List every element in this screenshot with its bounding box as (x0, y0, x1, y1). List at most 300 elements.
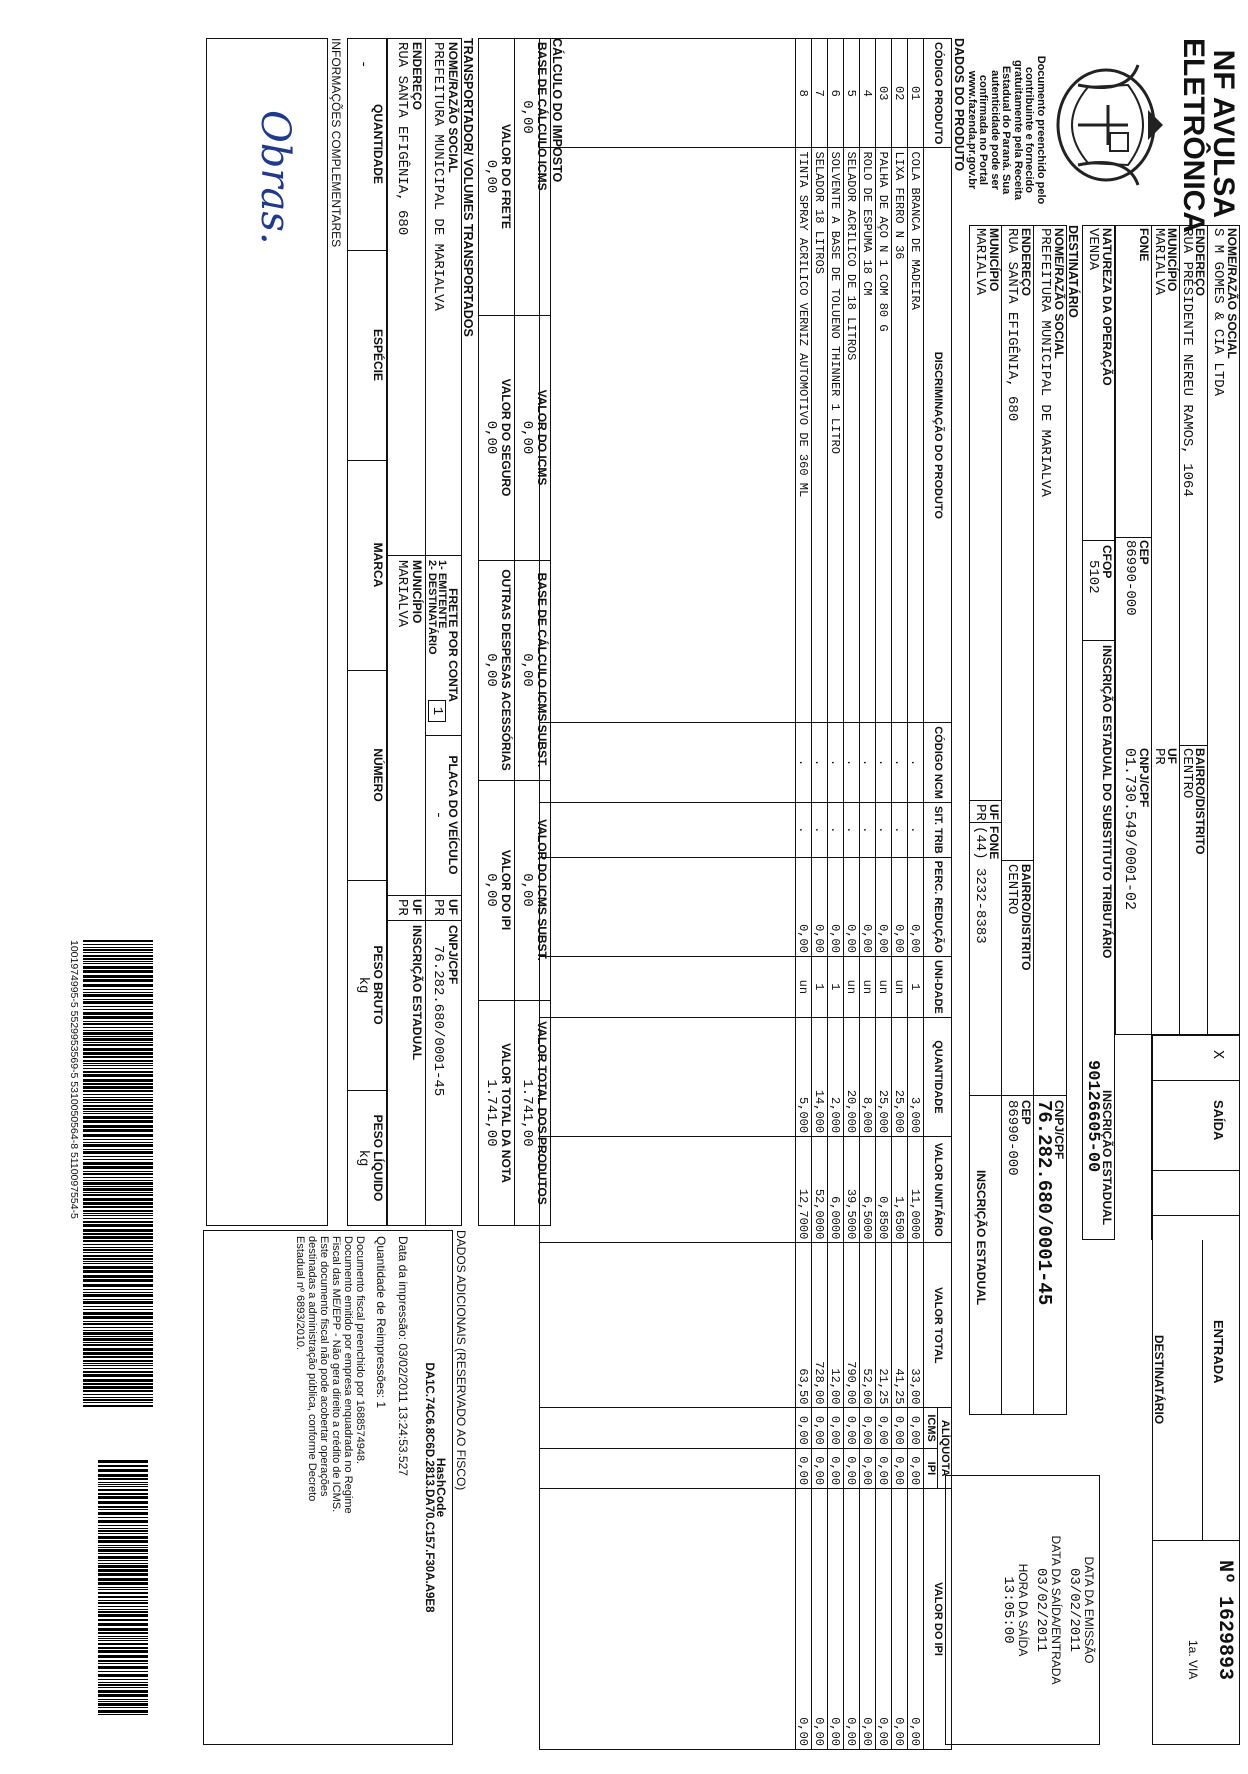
barcode-bar (83, 1258, 153, 1260)
barcode-bar (83, 1371, 153, 1373)
hash: DA1C.74C6.8C6D.2813.DA70.C157.F30A.A9E8 (423, 1362, 435, 1613)
ie-label: INSCRIÇÃO ESTADUAL (1100, 1090, 1114, 1226)
barcode-bar (83, 1279, 153, 1282)
barcode-bar (98, 1694, 148, 1697)
frete: 0,00 (483, 159, 499, 194)
barcode-bar (98, 1643, 148, 1645)
barcode-bar (83, 1086, 153, 1089)
product-cell-vt: 728,00 (812, 1243, 828, 1408)
product-cell-vu: 6,5000 (860, 1137, 876, 1243)
produtos-body (796, 39, 924, 1750)
product-cell-desc: TINTA SPRAY ACRILICO VERNIZ AUTOMOTIVO DE 360 ML (796, 148, 812, 723)
product-cell-un: un (876, 956, 892, 1017)
emitente-bairro: CENTRO (1179, 748, 1195, 799)
barcode-bar (98, 1628, 148, 1631)
product-row (812, 39, 828, 1750)
v-prod: 1.741,00 (519, 1079, 535, 1147)
bc-icms: 0,00 (519, 100, 535, 134)
dest-bairro: CENTRO (1004, 864, 1020, 915)
v-icms-label: VALOR DO ICMS (535, 389, 549, 486)
barcode-bar (98, 1674, 148, 1677)
barcode-bar (83, 1247, 153, 1248)
title-line1: NF AVULSA (1207, 49, 1240, 218)
barcode-bar (83, 1060, 153, 1062)
barcode-bar (83, 1125, 153, 1128)
product-cell-ncm: . (908, 723, 924, 803)
dest-endereco-label: ENDEREÇO (1019, 228, 1033, 297)
nf-number: Nº 1629893 (1213, 1560, 1236, 1681)
barcode-bar (83, 1065, 153, 1066)
divider (1082, 540, 1115, 541)
transp-ie-label: INSCRIÇÃO ESTADUAL (410, 925, 424, 1061)
barcode-bar (83, 1379, 153, 1382)
product-cell-perc: 0,00 (876, 857, 892, 956)
dest-municipio: MARIALVA (972, 228, 988, 296)
barcode-bar (83, 1374, 153, 1377)
emitente-uf-label: UF (1165, 748, 1179, 764)
barcode-bar (98, 1509, 148, 1510)
obs-line: Documento fiscal preenchido por 1688574948. (354, 1236, 366, 1465)
product-cell-ncm: . (844, 723, 860, 803)
obs-line: Estadual nº 6893/2010. (294, 1236, 306, 1351)
barcode-bar (83, 949, 153, 951)
barcode-bar (98, 1578, 148, 1581)
product-cell-cod: 4 (860, 39, 876, 148)
barcode-bar (83, 1012, 153, 1015)
barcode-text: 1001974995-5 5529953569-5 5310050564-8 5110097554-5 (68, 940, 80, 1219)
cfop-label: CFOP (1100, 545, 1114, 579)
barcode-bar (98, 1714, 148, 1715)
barcode-bar (83, 1063, 153, 1064)
product-cell-vt: 41,25 (892, 1243, 908, 1408)
barcode-bar (83, 984, 153, 987)
emissao-label: DATA DA EMISSÃO (1082, 1556, 1096, 1664)
peso-bruto: kg (355, 976, 371, 994)
barcode-bar (83, 1244, 153, 1245)
barcode-bar (98, 1587, 148, 1588)
barcode-bar (83, 1162, 153, 1165)
frete-label: VALOR DO FRETE (499, 123, 513, 230)
product-cell-qtd: 2,000 (828, 1017, 844, 1136)
barcode-bar (83, 992, 153, 993)
product-cell-cod: 5 (844, 39, 860, 148)
divider (514, 38, 515, 1226)
product-cell-vu: 6,0000 (828, 1137, 844, 1243)
barcode-bar (83, 1284, 153, 1287)
barcode-bar (98, 1482, 148, 1483)
product-cell-cod: 03 (876, 39, 892, 148)
barcode-bar (98, 1528, 148, 1529)
note-line: Estadual do Paraná. Sua (1000, 65, 1013, 195)
transp-nome: PREFEITURA MUNICIPAL DE MARIALVA (430, 42, 446, 311)
product-cell-vipi: 0,00 (908, 1489, 924, 1750)
barcode-bar (83, 1139, 153, 1140)
product-cell-vu: 12,7000 (796, 1137, 812, 1243)
product-row (796, 39, 812, 1750)
cfop: 5102 (1085, 560, 1101, 594)
emitente-bairro-label: BAIRRO/DISTRITO (1193, 748, 1207, 855)
barcode-bar (83, 955, 153, 957)
divider (387, 555, 426, 556)
note-line: Documento preenchido pelo (1035, 55, 1047, 205)
product-cell-un: 1 (812, 956, 828, 1017)
col-descricao: DISCRIMINAÇÃO DO PRODUTO (924, 148, 952, 723)
emitente-nome: S M GOMES & CIA LTDA (1210, 228, 1226, 397)
barcode-bar (98, 1565, 148, 1568)
product-cell-un: un (860, 956, 876, 1017)
barcode-bar (98, 1687, 148, 1688)
dest-nome: PREFEITURA MUNICIPAL DE MARIALVA (1037, 228, 1053, 497)
dest-uf-label: UF (987, 804, 1001, 820)
barcode-bar (83, 1383, 153, 1385)
barcode-bar (98, 1619, 148, 1621)
barcode-bar (83, 1134, 153, 1137)
barcode-bar (83, 1215, 153, 1216)
ie-st-label: INSCRIÇÃO ESTADUAL DO SUBSTITUTO TRIBUTÁRIO (1100, 645, 1114, 959)
barcode-bar (83, 1405, 153, 1407)
barcode-bar (83, 1102, 153, 1103)
product-cell-qtd: 3,000 (908, 1017, 924, 1136)
product-cell-vt: 790,00 (844, 1243, 860, 1408)
barcode-bar (98, 1671, 148, 1672)
barcode-bar (98, 1666, 148, 1669)
barcode-bar (83, 1316, 153, 1319)
saida-data-label: DATA DA SAÍDA/ENTRADA (1049, 1535, 1063, 1685)
outras-label: OUTRAS DESPESAS ACESSÓRIAS (499, 569, 513, 771)
barcode-bar (83, 1306, 153, 1307)
barcode-bar (98, 1478, 148, 1480)
product-cell-desc: LIXA FERRO N 36 (892, 148, 908, 723)
divider (1207, 225, 1208, 1035)
barcode-bar (83, 1312, 153, 1315)
barcode-bar (83, 958, 153, 960)
barcode-bars (83, 940, 153, 1410)
barcode-bar (83, 1194, 153, 1196)
product-cell-qtd: 5,000 (796, 1017, 812, 1136)
barcode-bar (83, 1171, 153, 1172)
barcode-bar (98, 1560, 148, 1561)
hash-label: HashCode (434, 1457, 448, 1518)
barcode-bar (83, 1192, 153, 1193)
barcode-bar (83, 1206, 153, 1208)
product-cell-vipi: 0,00 (844, 1489, 860, 1750)
product-cell-vipi: 0,00 (828, 1489, 844, 1750)
barcode-bar (98, 1536, 148, 1539)
obs-line: Fiscal das ME/EPP - Não gera direito a crédito de ICMS. (330, 1236, 342, 1513)
product-cell-icms: 0,00 (892, 1408, 908, 1448)
barcode-bar (83, 944, 153, 945)
barcode-bar (83, 1048, 153, 1051)
product-cell-ipi: 0,00 (876, 1448, 892, 1488)
barcode-bar (98, 1707, 148, 1708)
barcode-bar (83, 1344, 153, 1346)
barcode-bar (98, 1655, 148, 1658)
product-cell-sit: . (796, 802, 812, 857)
product-cell-ipi: 0,00 (892, 1448, 908, 1488)
barcode-bar (83, 1016, 153, 1019)
barcode-bar (98, 1636, 148, 1637)
barcode-bar (83, 970, 153, 973)
transp-municipio-label: MUNICÍPIO (410, 560, 424, 624)
dest-ie-label: INSCRIÇÃO ESTADUAL (974, 1170, 988, 1306)
peso-liquido: kg (355, 1149, 371, 1167)
barcode-bar (83, 1099, 153, 1101)
barcode-bar (83, 1083, 153, 1085)
via-label: 1a. VIA (1186, 1640, 1200, 1680)
product-cell-un: un (892, 956, 908, 1017)
barcode-bar (98, 1530, 148, 1532)
barcode-bar (98, 1545, 148, 1546)
product-cell-desc: PALHA DE AÇO N 1 COM 80 G (876, 148, 892, 723)
product-cell-desc: SELADOR ACRILICO DE 18 LITROS (844, 148, 860, 723)
product-cell-cod: 6 (828, 39, 844, 148)
barcode-bar (98, 1679, 148, 1680)
product-cell-icms: 0,00 (860, 1408, 876, 1448)
barcode-bar (83, 1001, 153, 1004)
product-cell-desc: COLA BRANCA DE MADEIRA (908, 148, 924, 723)
barcode-bar (98, 1469, 148, 1472)
product-cell-icms: 0,00 (828, 1408, 844, 1448)
barcode-bar (83, 1202, 153, 1205)
note-line: confirmada no Portal (977, 74, 990, 186)
saida-checkbox[interactable]: X (1209, 1050, 1226, 1060)
product-cell-ncm: . (828, 723, 844, 803)
col-valor-ipi: VALOR DO IPI (924, 1489, 952, 1750)
divider (969, 800, 1002, 801)
barcode-bar (83, 1180, 153, 1181)
frete-conta-value[interactable]: 1 (428, 700, 446, 722)
barcode-bar (98, 1547, 148, 1548)
bc-st-label: BASE DE CÁLCULO ICMS SUBST. (535, 572, 549, 768)
product-cell-icms: 0,00 (876, 1408, 892, 1448)
barcode-secondary (98, 1460, 148, 1720)
barcode-bar (83, 1044, 153, 1046)
barcode-bar (83, 1210, 153, 1212)
divider (1002, 1095, 1034, 1096)
barcode-bar (83, 1129, 153, 1132)
product-cell-ipi: 0,00 (828, 1448, 844, 1488)
v-st-label: VALOR DO ICMS SUBST. (535, 819, 549, 961)
barcode-bar (83, 1038, 153, 1041)
dest-cnpj: 76.282.680/0001-45 (1033, 1100, 1055, 1306)
barcode-bar (98, 1525, 148, 1526)
divider (1001, 225, 1002, 1415)
product-cell-vt: 52,00 (860, 1243, 876, 1408)
barcode-bar (83, 1342, 153, 1343)
barcode-bar (83, 1263, 153, 1264)
product-cell-vu: 11,0000 (908, 1137, 924, 1243)
barcode-bar (83, 1166, 153, 1169)
product-cell-sit: . (876, 802, 892, 857)
barcode-bar (83, 1213, 153, 1214)
frete-opt1: 1- EMITENTE (436, 560, 448, 629)
product-cell-vu: 0,8500 (876, 1137, 892, 1243)
destinatario-via-label: DESTINATÁRIO (1152, 1335, 1166, 1425)
product-cell-ipi: 0,00 (796, 1448, 812, 1488)
emissao: 03/02/2011 (1066, 1567, 1082, 1652)
barcode-bar (83, 1336, 153, 1337)
barcode-bar (83, 1399, 153, 1401)
col-valor-total: VALOR TOTAL (924, 1243, 952, 1408)
product-cell-ipi: 0,00 (908, 1448, 924, 1488)
barcode-bar (83, 1338, 153, 1341)
product-row (876, 39, 892, 1750)
transp-cnpj: 76.282.680/0001-45 (430, 945, 446, 1097)
barcode-bar (98, 1512, 148, 1515)
divider (1152, 1540, 1240, 1541)
barcode-bar (83, 1218, 153, 1219)
barcode-bar (98, 1703, 148, 1706)
barcode-bars-secondary (98, 1460, 148, 1720)
peso-liquido-label: PESO LÍQUIDO (371, 1114, 385, 1202)
barcode-bar (98, 1663, 148, 1664)
barcode-bar (83, 1394, 153, 1395)
barcode-bar (98, 1602, 148, 1604)
divider (1034, 1095, 1067, 1096)
emitente-fone-label: FONE (1137, 228, 1151, 262)
col-quantidade: QUANTIDADE (924, 1017, 952, 1136)
product-cell-vt: 33,00 (908, 1243, 924, 1408)
divider (1180, 745, 1208, 746)
barcode-bar (83, 1074, 153, 1077)
barcode-bar (83, 1236, 153, 1239)
product-cell-ncm: . (892, 723, 908, 803)
product-cell-vipi: 0,00 (796, 1489, 812, 1750)
barcode-bar (83, 1144, 153, 1147)
product-cell-qtd: 20,000 (844, 1017, 860, 1136)
barcode-bar (98, 1638, 148, 1639)
barcode-bar (83, 1056, 153, 1058)
divider (1152, 1170, 1240, 1171)
barcode-bar (83, 1186, 153, 1187)
product-cell-icms: 0,00 (796, 1408, 812, 1448)
barcode-bar (83, 1224, 153, 1227)
product-cell-cod: 01 (908, 39, 924, 148)
barcode-bar (98, 1596, 148, 1598)
product-cell-perc: 0,00 (892, 857, 908, 956)
col-codigo: CÓDIGO PRODUTO (924, 39, 952, 148)
barcode-bar (83, 1330, 153, 1331)
v-prod-label: VALOR TOTAL DOS PRODUTOS (535, 1021, 549, 1205)
produtos-header-row (938, 39, 952, 1750)
volumes-especie-label: ESPÉCIE (371, 328, 385, 382)
barcode-bar (83, 1363, 153, 1364)
v-st: 0,00 (519, 873, 535, 907)
hora: 13:05:00 (1000, 1576, 1016, 1644)
barcode-bar (83, 1386, 153, 1389)
saida-label: SAÍDA (1211, 1100, 1226, 1141)
divider (1202, 1240, 1203, 1540)
barcode-bar (83, 1309, 153, 1310)
destinatario-section: DESTINATÁRIO (1066, 225, 1080, 318)
adicionais-obs (294, 1236, 366, 1514)
divider (1082, 640, 1115, 641)
barcode-bar (83, 1240, 153, 1242)
note-line: autenticidade pode ser (989, 70, 1001, 190)
barcode-bar (83, 1030, 153, 1031)
barcode-bar (98, 1489, 148, 1491)
barcode-bar (98, 1682, 148, 1683)
nota-label: VALOR TOTAL DA NOTA (499, 1043, 513, 1183)
barcode-bar (83, 1120, 153, 1123)
barcode-bar (83, 1221, 153, 1223)
hora-label: HORA DA SAÍDA (1016, 1563, 1030, 1657)
barcode-bar (83, 1032, 153, 1035)
product-cell-vu: 1,6500 (892, 1137, 908, 1243)
barcode-bar (98, 1501, 148, 1504)
dest-cep-label: CEP (1019, 1100, 1033, 1125)
emitente-nome-label: NOME/RAZÃO SOCIAL (1225, 228, 1239, 359)
product-cell-vipi: 0,00 (812, 1489, 828, 1750)
product-cell-perc: 0,00 (908, 857, 924, 956)
barcode-bar (83, 1113, 153, 1114)
barcode-bar (98, 1710, 148, 1713)
barcode-bar (98, 1563, 148, 1564)
barcode-bar (83, 1397, 153, 1398)
volumes-qtd-label: QUANTIDADE (371, 104, 385, 184)
transp-endereco: RUA SANTA EFIGÊNIA, 680 (394, 42, 410, 236)
barcode-bar (98, 1600, 148, 1601)
dest-bairro-label: BAIRRO/DISTRITO (1019, 864, 1033, 971)
placa-label: PLACA DO VEÍCULO (446, 755, 460, 875)
produtos-section: DADOS DO PRODUTO (952, 38, 966, 172)
product-cell-sit: . (844, 802, 860, 857)
product-cell-icms: 0,00 (844, 1408, 860, 1448)
barcode-bar (83, 1390, 153, 1392)
volumes-qtd: - (355, 60, 371, 69)
product-cell-desc: SELADOR 18 LITROS (812, 148, 828, 723)
ie: 90126605-00 (1083, 1060, 1102, 1173)
transp-endereco-label: ENDEREÇO (410, 42, 424, 111)
barcode-bar (83, 1149, 153, 1150)
barcode-bar (83, 1356, 153, 1358)
barcode-bar (98, 1582, 148, 1585)
product-cell-qtd: 25,000 (892, 1017, 908, 1136)
product-cell-sit: . (892, 802, 908, 857)
barcode-bar (83, 1365, 153, 1366)
adicionais-label: DADOS ADICIONAIS (RESERVADO AO FISCO) (454, 1230, 468, 1491)
barcode-bar (98, 1614, 148, 1617)
barcode-bar (83, 1023, 153, 1025)
barcode-bar (83, 1233, 153, 1235)
emitente-cep: 86990-000 (1122, 540, 1138, 616)
obs-line: Este documento fiscal não pode acobertar operações (318, 1236, 330, 1497)
barcode-bar (98, 1623, 148, 1626)
barcode-bar (98, 1549, 148, 1552)
divider (387, 920, 462, 921)
barcode-bar (98, 1611, 148, 1613)
entrada-label: ENTRADA (1211, 1320, 1226, 1384)
barcode-bar (98, 1493, 148, 1495)
emitente-cep-label: CEP (1137, 540, 1151, 565)
barcode-bar (98, 1690, 148, 1693)
barcode-bar (98, 1569, 148, 1572)
frete-conta-label: FRETE POR CONTA (446, 588, 460, 702)
natureza-label: NATUREZA DA OPERAÇÃO (1100, 228, 1114, 386)
produtos-table (539, 38, 952, 1750)
v-icms: 0,00 (519, 420, 535, 455)
barcode-bar (83, 1252, 153, 1253)
transp-uf-label: UF (446, 899, 460, 915)
barcode-bar (83, 1323, 153, 1325)
info-handwriting: Obras. (252, 110, 298, 245)
product-cell-sit: . (908, 802, 924, 857)
barcode-bar (83, 1266, 153, 1269)
product-cell-cod: 8 (796, 39, 812, 148)
seguro: 0,00 (483, 420, 499, 455)
barcode-bar (83, 1052, 153, 1055)
barcode-bar (98, 1520, 148, 1523)
